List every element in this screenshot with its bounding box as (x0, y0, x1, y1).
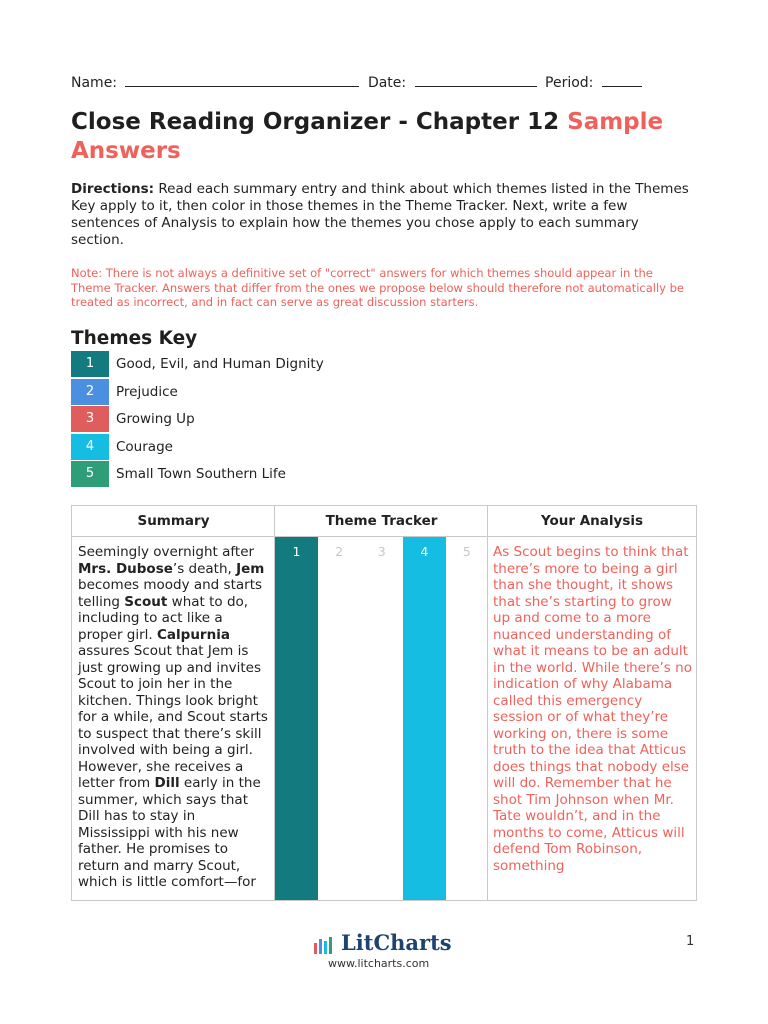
theme-number-badge: 5 (71, 461, 109, 487)
summary-text: early in the summer, which says that Dill has to stay in Mississippi with his new father. He promises to return and marry Scout, which is little comfort—for (78, 775, 261, 890)
theme-number-badge: 3 (71, 406, 109, 432)
period-label: Period: (545, 75, 594, 91)
student-info-line (71, 72, 646, 91)
theme-number-badge: 4 (71, 434, 109, 460)
theme-key-item (71, 461, 411, 487)
tracker-cell-number: 5 (462, 544, 471, 559)
summary-text: assures Scout that Jem is just growing up and invites Scout to join her in the kitchen. Things look bright for a while, and Scout starts to suspect that there’s skill involved with being a girl. However, she receives a letter from (78, 643, 268, 791)
themes-key-title: Themes Key (71, 328, 198, 349)
theme-label: Small Town Southern Life (116, 466, 286, 482)
summary-text: becomes moody and starts telling (78, 577, 263, 610)
site-url[interactable]: www.litcharts.com (328, 957, 430, 970)
header-analysis: Your Analysis (488, 506, 696, 537)
theme-label: Prejudice (116, 383, 178, 400)
character-name: Jem (236, 560, 265, 577)
title-accent: Sample Answers (71, 109, 664, 164)
logo-text: LitCharts (341, 930, 452, 955)
logo-bars-icon (313, 936, 343, 954)
title-main: Close Reading Organizer - Chapter 12 (71, 109, 560, 135)
header-theme-tracker: Theme Tracker (275, 506, 488, 537)
theme-key-item (71, 379, 411, 405)
period-blank[interactable] (602, 72, 642, 87)
tracker-cell-theme-5[interactable] (445, 537, 488, 900)
tracker-cell-theme-3[interactable] (360, 537, 403, 900)
theme-number-badge: 1 (71, 351, 109, 377)
theme-label: Growing Up (116, 411, 195, 427)
summary-text: what to do, including to act like a proper girl. (78, 593, 249, 643)
tracker-cell-theme-4[interactable] (403, 537, 446, 900)
litcharts-logo (313, 930, 463, 974)
name-blank[interactable] (125, 72, 359, 87)
tracker-cell-number: 4 (420, 544, 429, 559)
theme-key-item (71, 434, 411, 460)
page-number: 1 (686, 934, 695, 949)
tracker-cell-number: 1 (292, 544, 301, 559)
directions (71, 181, 691, 249)
tracker-cell-number: 2 (335, 544, 344, 559)
tracker-cell-theme-2[interactable] (318, 537, 361, 900)
name-label: Name: (71, 75, 118, 91)
summary-text: ’s death, (172, 560, 237, 577)
note: Note: There is not always a definitive set of "correct" answers for which themes should appear in the Theme Tracker. Answers that differ from the ones we propose below should therefore not automatically be treated as incorrect, and in fact can serve as great discussion starters. (71, 266, 685, 309)
theme-tracker-table (71, 505, 697, 901)
header-summary: Summary (72, 506, 275, 537)
summary-cell (78, 544, 270, 891)
date-blank[interactable] (415, 72, 537, 87)
directions-label: Directions: (71, 181, 155, 197)
theme-label: Courage (116, 438, 173, 455)
theme-key-item (71, 351, 411, 377)
character-name: Scout (124, 593, 168, 610)
analysis-cell[interactable]: As Scout begins to think that there’s more to being a girl than she thought, it shows that she’s starting to grow up and come to a more nuanced understanding of what it means to be an adult in the world. While there’s no indication of why Alabama called this emergency session or of what they’re working on, there is some truth to the idea that Atticus does things that nobody else will do. Remember that he shot Tim Johnson when Mr. Tate wouldn’t, and in the months to come, Atticus will defend Tom Robinson, something (493, 544, 692, 874)
directions-text: Read each summary entry and think about which themes listed in the Themes Key apply to it, then color in those themes in the Theme Tracker. Next, write a few sentences of Analysis to explain how the themes you chose apply to each summary section. (71, 181, 689, 248)
tracker-cell-number: 3 (377, 544, 386, 559)
date-label: Date: (367, 75, 407, 91)
character-name: Mrs. Dubose (78, 560, 173, 577)
theme-number-badge: 2 (71, 379, 109, 405)
page-title (71, 108, 711, 166)
theme-key-item (71, 406, 411, 432)
character-name: Dill (154, 775, 180, 791)
character-name: Calpurnia (157, 626, 230, 643)
summary-text: Seemingly overnight after (78, 544, 255, 560)
tracker-cell-theme-1[interactable] (275, 537, 318, 900)
theme-label: Good, Evil, and Human Dignity (116, 356, 324, 372)
